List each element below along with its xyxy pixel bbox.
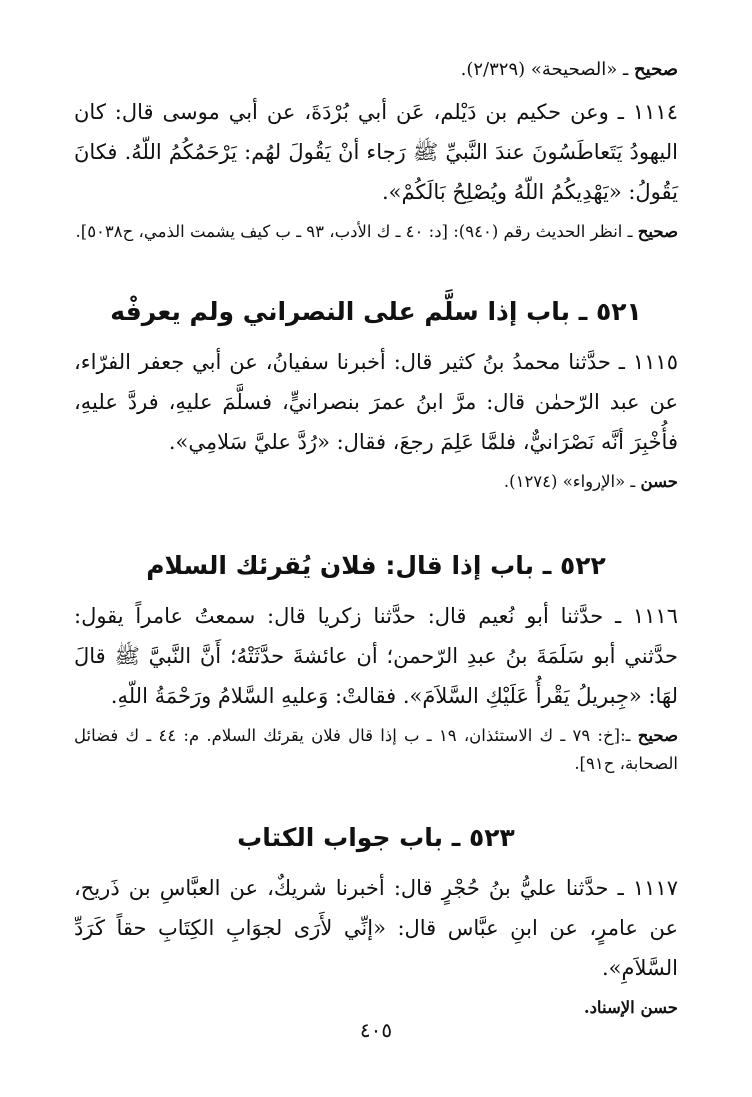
- grade-label: حسن: [640, 472, 678, 491]
- hadith-1115-grade: [74, 468, 678, 496]
- hadith-1114: ١١١٤ ـ وعن حكيم بن دَيْلم، عَن أبي بُرْدَةَ، عن أبي موسى قال: كان اليهودُ يَتَعاطَسُونَ عندَ النَّبيِّ ﷺ رَجاء أنْ يَقُولَ لهُم: يَرْحَمُكُمُ اللّهُ. فكانَ يَقُولُ: «يَهْدِيكُمُ اللّهُ ويُصْلِحُ بَالَكُمْ».: [74, 100, 678, 204]
- grade-label: صحيح: [634, 59, 678, 80]
- hadith-1116: ١١١٦ ـ حدَّثنا أبو نُعيم قال: حدَّثنا زكريا قال: سمعتُ عامراً يقول: حدَّثني أبو سَلَمَةَ بنُ عبدِ الرّحمن؛ أن عائشةَ حدَّثَتْهُ؛ أَنَّ النَّبيَّ ﷺ قالَ لهَا: «جِبريلُ يَقْرأُ عَلَيْكِ السَّلاَمَ». فقالتْ: وَعليهِ السَّلامُ ورَحْمَةُ اللّهِ.: [74, 604, 678, 708]
- chapter-heading-522: ٥٢٢ ـ باب إذا قال: فلان يُقرئك السلام: [146, 551, 606, 580]
- hadith-1114-grade: [74, 218, 678, 246]
- page-number: ٤٠٥: [359, 1018, 393, 1042]
- hadith-1116-grade: [74, 722, 678, 778]
- grade-reference: ـ:[خ: ٧٩ ـ ك الاستئذان، ١٩ ـ ب إذا قال فلان يقرئك السلام. م: ٤٤ ـ ك فضائل الصحابة، ح٩١].: [74, 726, 678, 773]
- chapter-heading-523: ٥٢٣ ـ باب جواب الكتاب: [237, 823, 515, 852]
- hadith-1115: ١١١٥ ـ حدَّثنا محمدُ بنُ كثير قال: أخبرنا سفيانُ، عن أبي جعفر الفرّاء، عن عبد الرّحمٰن قال: مرَّ ابنُ عمرَ بنصرانيٍّ، فسلَّمَ عليهِ، فردَّ عليهِ، فأُخْبِرَ أنَّه نَصْرَانيٌّ، فلمَّا عَلِمَ رجعَ، فقال: «رُدَّ عليَّ سَلامِي».: [74, 350, 678, 454]
- grade-reference: ـ انظر الحديث رقم (٩٤٠): [د: ٤٠ ـ ك الأدب، ٩٣ ـ ب كيف يشمت الذمي، ح٥٠٣٨].: [75, 222, 638, 241]
- grade-label: صحيح: [637, 726, 679, 745]
- grade-reference: ـ «الإرواء» (١٢٧٤).: [503, 472, 641, 491]
- chapter-heading-521: ٥٢١ ـ باب إذا سلَّم على النصراني ولم يعرفْه: [110, 297, 642, 326]
- grade-reference: ـ «الصحيحة» (٢/٣٢٩).: [460, 59, 635, 80]
- grade-label: صحيح: [637, 222, 678, 241]
- grade-label: حسن الإسناد.: [583, 998, 678, 1017]
- hadith-1117: ١١١٧ ـ حدَّثنا عليُّ بنُ حُجْرٍ قال: أخبرنا شريكٌ، عن العبَّاسِ بن ذَريح، عن عامرٍ، عن ابنِ عبَّاس قال: «إنِّي لأَرَى لجوَابِ الكِتَابِ حقاً كَرَدِّ السَّلاَمِ».: [74, 876, 678, 980]
- previous-hadith-grade: [74, 56, 678, 84]
